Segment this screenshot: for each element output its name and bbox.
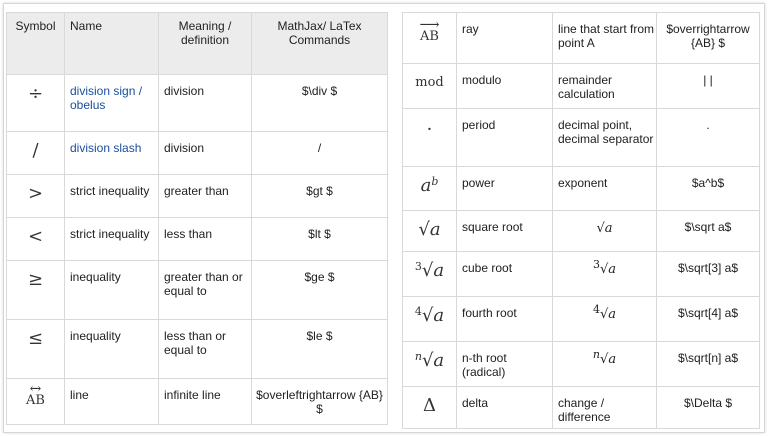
root-index: 3 [592, 258, 600, 271]
root-index: 4 [592, 303, 600, 316]
command-cell: $\div $ [252, 75, 388, 132]
symbol-label: AB [26, 393, 45, 408]
command-cell: $ge $ [252, 261, 388, 320]
radical-icon: √ [599, 307, 609, 322]
name-cell: inequality [65, 320, 159, 379]
meaning-cell: change / difference [553, 387, 657, 429]
radical-icon: √ [418, 219, 430, 240]
command-cell: $\sqrt[3] a$ [657, 252, 760, 297]
table-row [7, 132, 388, 175]
header-commands: MathJax/ LaTex Commands [252, 13, 388, 75]
table-row [7, 261, 388, 320]
table-row [7, 75, 388, 132]
symbol-cell: mod [403, 64, 457, 109]
command-cell: . [657, 109, 760, 167]
symbol-cell: > [7, 175, 65, 218]
name-cell: strict inequality [65, 218, 159, 261]
meaning-cell: remainder calculation [553, 64, 657, 109]
table-row [7, 320, 388, 379]
command-cell: $lt $ [252, 218, 388, 261]
table-row [403, 252, 760, 297]
name-link[interactable]: division slash [70, 141, 142, 155]
symbol-cell [403, 297, 457, 342]
symbol-cell: ≥ [7, 261, 65, 320]
table-row [7, 218, 388, 261]
symbol-cell: Δ [403, 387, 457, 429]
symbol-cell [403, 167, 457, 211]
meaning-cell: line that start from point A [553, 13, 657, 64]
meaning-cell: greater than or equal to [159, 261, 252, 320]
name-cell: n-th root (radical) [457, 342, 553, 387]
symbol-base: a [429, 219, 441, 240]
name-cell: modulo [457, 64, 553, 109]
meaning-base: a [604, 221, 613, 236]
root-index: 4 [414, 305, 422, 318]
command-cell: $\sqrt a$ [657, 211, 760, 252]
radical-icon: √ [421, 260, 434, 281]
name-cell: inequality [65, 261, 159, 320]
table-row [403, 342, 760, 387]
symbol-cell [403, 342, 457, 387]
meaning-base: a [608, 307, 617, 322]
double-arrow-icon: ↔ [29, 381, 42, 397]
table-row [403, 13, 760, 64]
right-arrow-icon: ⟶ [419, 17, 440, 33]
name-cell: strict inequality [65, 175, 159, 218]
meaning-cell [553, 252, 657, 297]
table-row [403, 211, 760, 252]
name-cell: cube root [457, 252, 553, 297]
symbol-cell: < [7, 218, 65, 261]
header-symbol: Symbol [7, 13, 65, 75]
radical-icon: √ [600, 352, 609, 367]
meaning-cell [553, 297, 657, 342]
command-cell: / [252, 132, 388, 175]
command-cell: $overrightarrow {AB} $ [657, 13, 760, 64]
meaning-cell: decimal point, decimal separator [553, 109, 657, 167]
command-cell: $gt $ [252, 175, 388, 218]
radical-icon: √ [421, 350, 434, 371]
meaning-cell [553, 342, 657, 387]
meaning-cell [553, 211, 657, 252]
name-cell: line [65, 379, 159, 425]
root-index: n [414, 350, 422, 363]
header-meaning: Meaning / definition [159, 13, 252, 75]
symbol-cell [403, 252, 457, 297]
name-cell: power [457, 167, 553, 211]
command-cell: $\Delta $ [657, 387, 760, 429]
meaning-cell: less than [159, 218, 252, 261]
meaning-cell: division [159, 75, 252, 132]
meaning-cell: greater than [159, 175, 252, 218]
symbols-table-left [6, 12, 388, 425]
name-cell: square root [457, 211, 553, 252]
table-row [403, 64, 760, 109]
meaning-cell: less than or equal to [159, 320, 252, 379]
symbol-cell: ÷ [7, 75, 65, 132]
table-row [7, 175, 388, 218]
meaning-base: a [608, 352, 617, 367]
meaning-cell: exponent [553, 167, 657, 211]
command-cell: $a^b$ [657, 167, 760, 211]
name-cell: fourth root [457, 297, 553, 342]
radical-icon: √ [596, 221, 605, 236]
symbol-cell [403, 13, 457, 64]
command-cell: $\sqrt[4] a$ [657, 297, 760, 342]
meaning-base: a [608, 262, 617, 277]
name-cell: ray [457, 13, 553, 64]
name-link[interactable]: division sign / obelus [70, 84, 143, 112]
symbol-cell: · [403, 109, 457, 167]
root-index: n [592, 348, 601, 361]
table-row [403, 297, 760, 342]
symbol-cell [7, 379, 65, 425]
table-row [403, 387, 760, 429]
command-cell: $overleftrightarrow {AB} $ [252, 379, 388, 425]
command-cell: | | [657, 64, 760, 109]
root-index: 3 [414, 260, 422, 273]
radical-icon: √ [599, 262, 609, 277]
table-row [403, 167, 760, 211]
symbol-cell [403, 211, 457, 252]
symbol-cell: ≤ [7, 320, 65, 379]
name-cell: period [457, 109, 553, 167]
table-row [403, 109, 760, 167]
name-cell: delta [457, 387, 553, 429]
header-name: Name [65, 13, 159, 75]
table-row [7, 379, 388, 425]
symbol-base: a [433, 260, 445, 281]
header-row [7, 13, 388, 75]
symbol-base: a [433, 350, 445, 371]
meaning-cell: infinite line [159, 379, 252, 425]
symbols-table-right [402, 12, 760, 429]
symbol-base: a [420, 175, 432, 196]
symbol-exponent: b [431, 175, 439, 188]
radical-icon: √ [421, 305, 434, 326]
symbol-cell: / [7, 132, 65, 175]
meaning-cell: division [159, 132, 252, 175]
command-cell: $le $ [252, 320, 388, 379]
symbol-base: a [433, 305, 445, 326]
command-cell: $\sqrt[n] a$ [657, 342, 760, 387]
symbol-label: AB [420, 29, 439, 44]
